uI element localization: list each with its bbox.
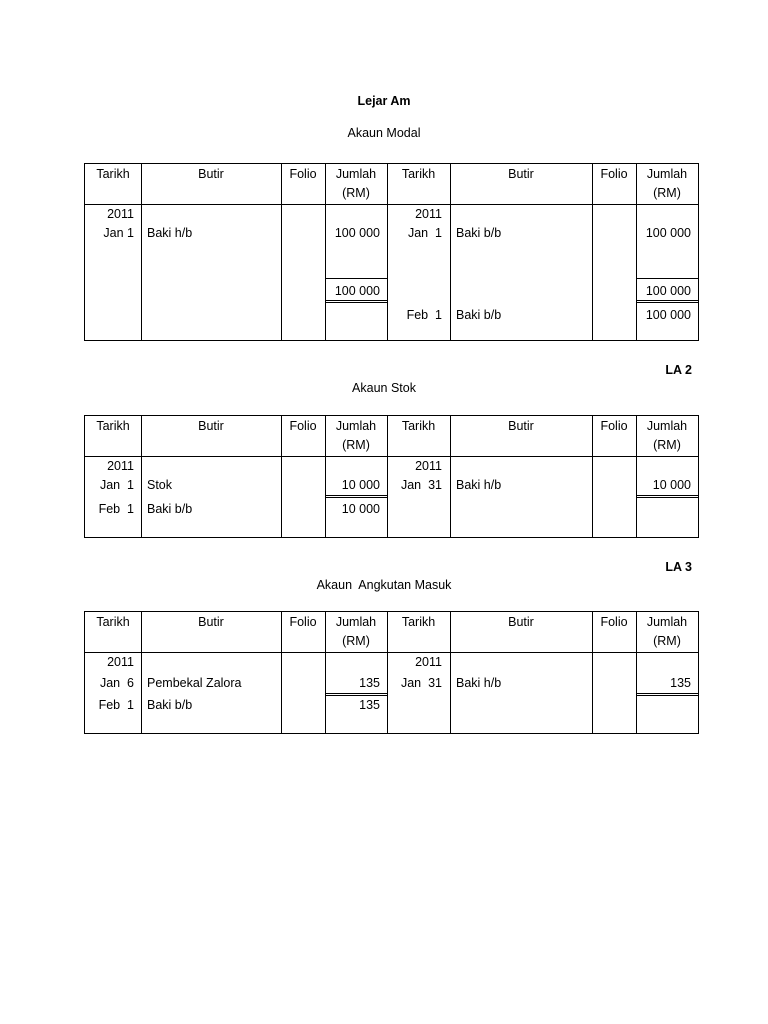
header-tarikh: Tarikh: [401, 167, 436, 181]
header-butir: Butir: [198, 419, 224, 433]
butir-cell: Baki h/b: [456, 676, 502, 690]
account-title-modal: Akaun Modal: [347, 126, 421, 140]
ledger-table-stok: [84, 415, 699, 538]
year-cell: 2011: [107, 459, 134, 473]
header-jumlah: Jumlah (RM): [646, 615, 688, 648]
total-cell: 100 000: [645, 284, 691, 298]
header-butir: Butir: [508, 419, 534, 433]
header-folio: Folio: [600, 615, 628, 629]
butir-cell: Baki h/b: [147, 226, 193, 240]
header-butir: Butir: [198, 167, 224, 181]
header-folio: Folio: [600, 167, 628, 181]
date-cell: Jan 31: [400, 478, 442, 492]
amount-cell: 135: [670, 676, 691, 690]
butir-cell: Baki h/b: [456, 478, 502, 492]
ledger-table-angkutan: [84, 611, 699, 734]
header-folio: Folio: [289, 167, 317, 181]
account-title-angkutan: Akaun Angkutan Masuk: [316, 578, 452, 592]
page-title: Lejar Am: [357, 94, 411, 108]
amount-cell: 10 000: [652, 478, 691, 492]
date-cell: Feb 1: [406, 308, 442, 322]
header-butir: Butir: [198, 615, 224, 629]
butir-cell: Stok: [147, 478, 173, 492]
butir-cell: Pembekal Zalora: [147, 676, 242, 690]
header-tarikh: Tarikh: [401, 615, 436, 629]
amount-cell: 10 000: [341, 478, 380, 492]
header-tarikh: Tarikh: [401, 419, 436, 433]
header-folio: Folio: [289, 615, 317, 629]
butir-cell: Baki b/b: [456, 308, 502, 322]
ledger-table-modal: [84, 163, 699, 341]
amount-cell: 135: [359, 698, 380, 712]
ledger-ref: LA 3: [665, 560, 692, 574]
year-cell: 2011: [107, 655, 134, 669]
date-cell: Jan 6: [99, 676, 134, 690]
amount-cell: 10 000: [341, 502, 380, 516]
amount-cell: 135: [359, 676, 380, 690]
header-folio: Folio: [600, 419, 628, 433]
amount-cell: 100 000: [645, 308, 691, 322]
year-cell: 2011: [107, 207, 134, 221]
date-cell: Feb 1: [98, 698, 134, 712]
header-butir: Butir: [508, 615, 534, 629]
date-cell: Feb 1: [98, 502, 134, 516]
header-tarikh: Tarikh: [96, 167, 130, 181]
butir-cell: Baki b/b: [456, 226, 502, 240]
amount-cell: 100 000: [645, 226, 691, 240]
header-jumlah: Jumlah (RM): [646, 167, 688, 200]
header-jumlah: Jumlah (RM): [335, 615, 377, 648]
ledger-ref: LA 2: [665, 363, 692, 377]
date-cell: Jan 31: [400, 676, 442, 690]
butir-cell: Baki b/b: [147, 502, 193, 516]
header-tarikh: Tarikh: [96, 419, 130, 433]
header-jumlah: Jumlah (RM): [335, 419, 377, 452]
header-jumlah: Jumlah (RM): [646, 419, 688, 452]
total-cell: 100 000: [334, 284, 380, 298]
header-jumlah: Jumlah (RM): [335, 167, 377, 200]
header-butir: Butir: [508, 167, 534, 181]
butir-cell: Baki b/b: [147, 698, 193, 712]
date-cell: Jan 1: [407, 226, 442, 240]
header-tarikh: Tarikh: [96, 615, 130, 629]
year-cell: 2011: [415, 459, 442, 473]
amount-cell: 100 000: [334, 226, 380, 240]
header-folio: Folio: [289, 419, 317, 433]
date-cell: Jan 1: [99, 478, 134, 492]
date-cell: Jan 1: [103, 226, 134, 240]
year-cell: 2011: [415, 207, 442, 221]
account-title-stok: Akaun Stok: [352, 381, 416, 395]
year-cell: 2011: [415, 655, 442, 669]
